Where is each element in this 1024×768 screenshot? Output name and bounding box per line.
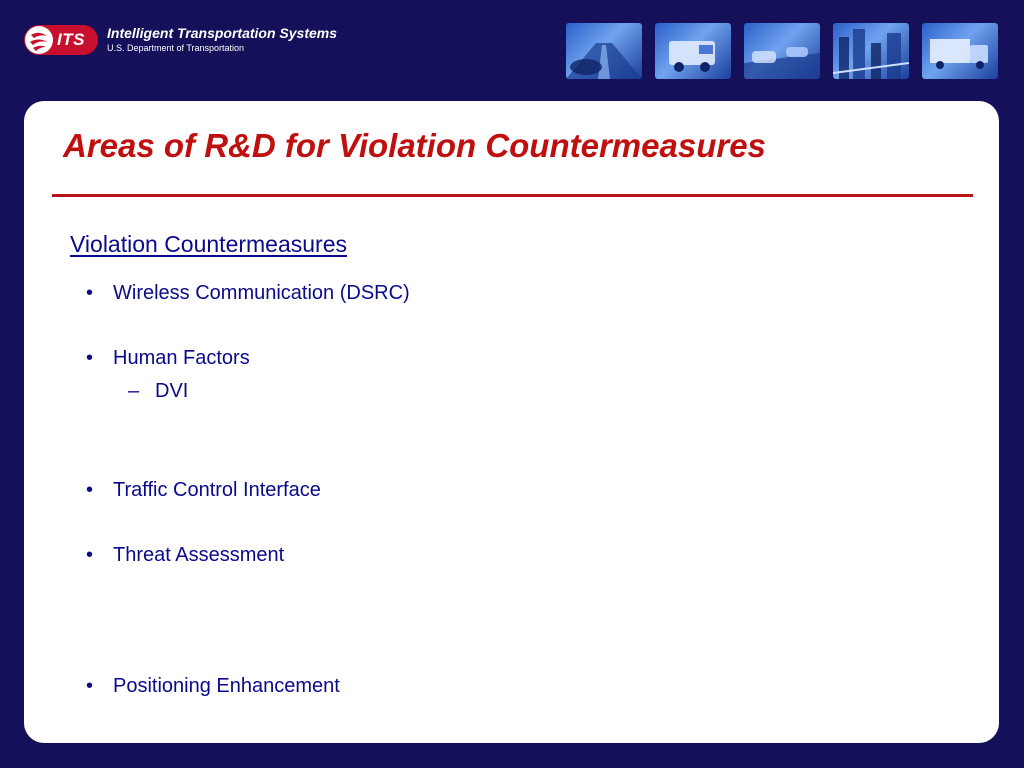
truck-photo bbox=[922, 23, 998, 79]
list-item bbox=[86, 347, 250, 370]
ambulance-photo bbox=[655, 23, 731, 79]
org-title: Intelligent Transportation Systems bbox=[107, 25, 338, 41]
bullet-marker: • bbox=[86, 347, 94, 369]
bullet-text: Human Factors bbox=[113, 347, 250, 369]
city-night-photo bbox=[833, 23, 909, 79]
bullet-text: Wireless Communication (DSRC) bbox=[113, 282, 410, 304]
dot-swirl-icon bbox=[25, 26, 53, 54]
content-panel bbox=[24, 101, 999, 743]
traffic-photo bbox=[744, 23, 820, 79]
bullet-marker: • bbox=[86, 479, 94, 501]
bullet-marker: • bbox=[86, 675, 94, 697]
bullet-marker: • bbox=[86, 282, 94, 304]
bullet-text: Positioning Enhancement bbox=[113, 675, 340, 697]
list-item bbox=[86, 479, 321, 502]
org-subtitle: U.S. Department of Transportation bbox=[107, 43, 245, 53]
list-item bbox=[86, 282, 410, 305]
list-item bbox=[86, 544, 284, 567]
title-divider bbox=[52, 194, 973, 197]
section-heading: Violation Countermeasures bbox=[70, 231, 348, 257]
logo-text: ITS bbox=[57, 30, 85, 49]
list-item bbox=[86, 675, 340, 698]
slide-title: Areas of R&D for Violation Countermeasures bbox=[63, 127, 766, 164]
its-logo bbox=[24, 24, 98, 56]
header-photo-strip bbox=[566, 23, 998, 79]
sub-bullet-marker: – bbox=[128, 380, 140, 402]
highway-photo bbox=[566, 23, 642, 79]
bullet-marker: • bbox=[86, 544, 94, 566]
slide-header bbox=[0, 0, 1024, 100]
bullet-text: Threat Assessment bbox=[113, 544, 285, 566]
logo-badge bbox=[24, 25, 98, 55]
sub-list-item bbox=[128, 380, 188, 403]
bullet-text: Traffic Control Interface bbox=[113, 479, 321, 501]
sub-bullet-text: DVI bbox=[155, 380, 189, 402]
